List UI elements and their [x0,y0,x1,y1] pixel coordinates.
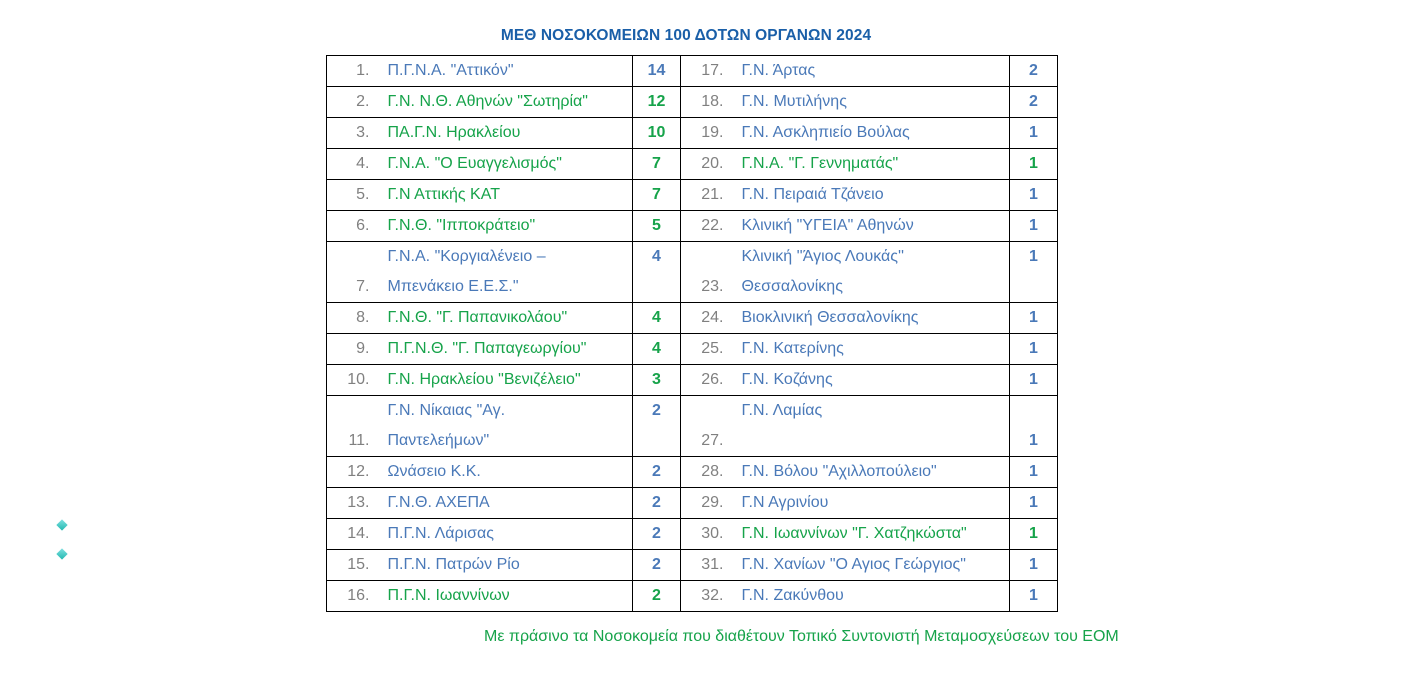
hospital-name-line: Γ.Ν. Νίκαιας "Αγ. [387,402,506,419]
rank-number: 13. [327,488,379,519]
hospital-name: Ωνάσειο Κ.Κ. [379,457,633,488]
rank-number: 19. [681,118,733,149]
rank-number: 10. [327,365,379,396]
donor-count: 1 [1010,303,1058,334]
donor-count: 5 [633,211,681,242]
hospital-name: Γ.Ν. Μυτιλήνης [733,87,1010,118]
donor-count: 1 [1010,334,1058,365]
donor-count: 1 [1010,457,1058,488]
table-row [327,118,1058,149]
hospital-name: Γ.Ν. Πειραιά Τζάνειο [733,180,1010,211]
donor-count: 1 [1010,396,1058,457]
rank-number: 9. [327,334,379,365]
hospital-name [379,396,633,457]
hospital-name: Π.Γ.Ν.Θ. "Γ. Παπαγεωργίου" [379,334,633,365]
rank-number: 31. [681,550,733,581]
donor-count: 1 [1010,118,1058,149]
donor-count: 4 [633,303,681,334]
bullet-diamond-icon [56,548,67,559]
donor-count: 10 [633,118,681,149]
hospital-name: Γ.Ν Αττικής ΚΑΤ [379,180,633,211]
hospital-name: Γ.Ν.Α. "Ο Ευαγγελισμός" [379,149,633,180]
rank-number: 27. [681,396,733,457]
hospital-name [733,396,1010,457]
hospital-name: Γ.Ν. Χανίων "Ο Αγιος Γεώργιος" [733,550,1010,581]
rank-number: 20. [681,149,733,180]
hospital-name: Π.Γ.Ν. Λάρισας [379,519,633,550]
rank-number: 32. [681,581,733,612]
donor-count: 4 [633,334,681,365]
hospital-name: Γ.Ν.Α. "Γ. Γεννηματάς" [733,149,1010,180]
hospital-name: Γ.Ν.Θ. "Γ. Παπανικολάου" [379,303,633,334]
donor-count: 2 [633,457,681,488]
rank-number: 17. [681,56,733,87]
donor-count: 1 [1010,519,1058,550]
table-row [327,457,1058,488]
rank-number: 23. [681,242,733,303]
hospital-name: Γ.Ν. Βόλου "Αχιλλοπούλειο" [733,457,1010,488]
table-row [327,303,1058,334]
table-row [327,550,1058,581]
hospital-name-line: Παντελεήμων" [387,432,490,449]
donor-count: 7 [633,149,681,180]
hospital-name [733,242,1010,303]
rank-number: 7. [327,242,379,303]
hospital-table-body [327,56,1058,612]
donor-count: 1 [1010,242,1058,303]
hospital-table [326,55,1058,612]
table-row [327,519,1058,550]
hospital-name-line: Θεσσαλονίκης [741,278,843,295]
rank-number: 29. [681,488,733,519]
hospital-name-line: Μπενάκειο Ε.Ε.Σ." [387,278,519,295]
rank-number: 1. [327,56,379,87]
donor-count: 2 [1010,56,1058,87]
rank-number: 30. [681,519,733,550]
hospital-name: Γ.Ν.Θ. "Ιπποκράτειο" [379,211,633,242]
donor-count: 12 [633,87,681,118]
table-row [327,149,1058,180]
hospital-name: ΠΑ.Γ.Ν. Ηρακλείου [379,118,633,149]
rank-number: 2. [327,87,379,118]
rank-number: 15. [327,550,379,581]
rank-number: 22. [681,211,733,242]
rank-number: 4. [327,149,379,180]
hospital-name: Γ.Ν.Θ. ΑΧΕΠΑ [379,488,633,519]
donor-count: 2 [1010,87,1058,118]
rank-number: 8. [327,303,379,334]
hospital-name: Γ.Ν. Ν.Θ. Αθηνών "Σωτηρία" [379,87,633,118]
donor-count: 1 [1010,581,1058,612]
donor-count: 1 [1010,211,1058,242]
donor-count: 1 [1010,180,1058,211]
rank-number: 26. [681,365,733,396]
rank-number: 21. [681,180,733,211]
rank-number: 25. [681,334,733,365]
donor-count: 1 [1010,550,1058,581]
hospital-name-line: Κλινική ''Άγιος Λουκάς'' [741,248,905,265]
rank-number: 16. [327,581,379,612]
rank-number: 28. [681,457,733,488]
hospital-name: Γ.Ν. Ηρακλείου "Βενιζέλειο" [379,365,633,396]
hospital-name: Γ.Ν. Κατερίνης [733,334,1010,365]
table-row [327,488,1058,519]
hospital-name-line: Γ.Ν. Λαμίας [741,402,823,419]
table-row [327,211,1058,242]
donor-count: 4 [633,242,681,303]
table-row [327,180,1058,211]
donor-count: 2 [633,581,681,612]
hospital-name: Βιοκλινική Θεσσαλονίκης [733,303,1010,334]
donor-count: 14 [633,56,681,87]
hospital-name [379,242,633,303]
table-row [327,581,1058,612]
table-row [327,334,1058,365]
hospital-name: Π.Γ.Ν. Ιωαννίνων [379,581,633,612]
table-row [327,242,1058,303]
rank-number: 6. [327,211,379,242]
hospital-name: Π.Γ.Ν. Πατρών Ρίο [379,550,633,581]
hospital-name: Γ.Ν. Κοζάνης [733,365,1010,396]
rank-number: 24. [681,303,733,334]
hospital-name-line: Γ.Ν.Α. "Κοργιαλένειο – [387,248,546,265]
donor-count: 2 [633,519,681,550]
rank-number: 18. [681,87,733,118]
hospital-name-line [742,426,1010,456]
hospital-name: Γ.Ν. Ζακύνθου [733,581,1010,612]
hospital-name: Γ.Ν. Άρτας [733,56,1010,87]
table-row [327,396,1058,457]
hospital-name: Π.Γ.Ν.Α. "Αττικόν" [379,56,633,87]
hospital-name: Γ.Ν. Ιωαννίνων "Γ. Χατζηκώστα" [733,519,1010,550]
hospital-name: Κλινική "ΥΓΕΙΑ" Αθηνών [733,211,1010,242]
donor-count: 2 [633,396,681,457]
table-row [327,365,1058,396]
rank-number: 3. [327,118,379,149]
donor-count: 3 [633,365,681,396]
table-row [327,87,1058,118]
table-row [327,56,1058,87]
rank-number: 5. [327,180,379,211]
rank-number: 12. [327,457,379,488]
footer-note: Με πράσινο τα Νοσοκομεία που διαθέτουν Τοπικό Συντονιστή Μεταμοσχεύσεων του ΕΟΜ [484,628,1119,645]
rank-number: 14. [327,519,379,550]
donor-count: 1 [1010,488,1058,519]
donor-count: 2 [633,488,681,519]
page-title: ΜΕΘ ΝΟΣΟΚΟΜΕΙΩΝ 100 ΔΟΤΩΝ ΟΡΓΑΝΩΝ 2024 [500,27,872,44]
donor-count: 7 [633,180,681,211]
hospital-name: Γ.Ν Αγρινίου [733,488,1010,519]
donor-count: 2 [633,550,681,581]
hospital-name: Γ.Ν. Ασκληπιείο Βούλας [733,118,1010,149]
donor-count: 1 [1010,365,1058,396]
bullet-diamond-icon [56,519,67,530]
donor-count: 1 [1010,149,1058,180]
rank-number: 11. [327,396,379,457]
